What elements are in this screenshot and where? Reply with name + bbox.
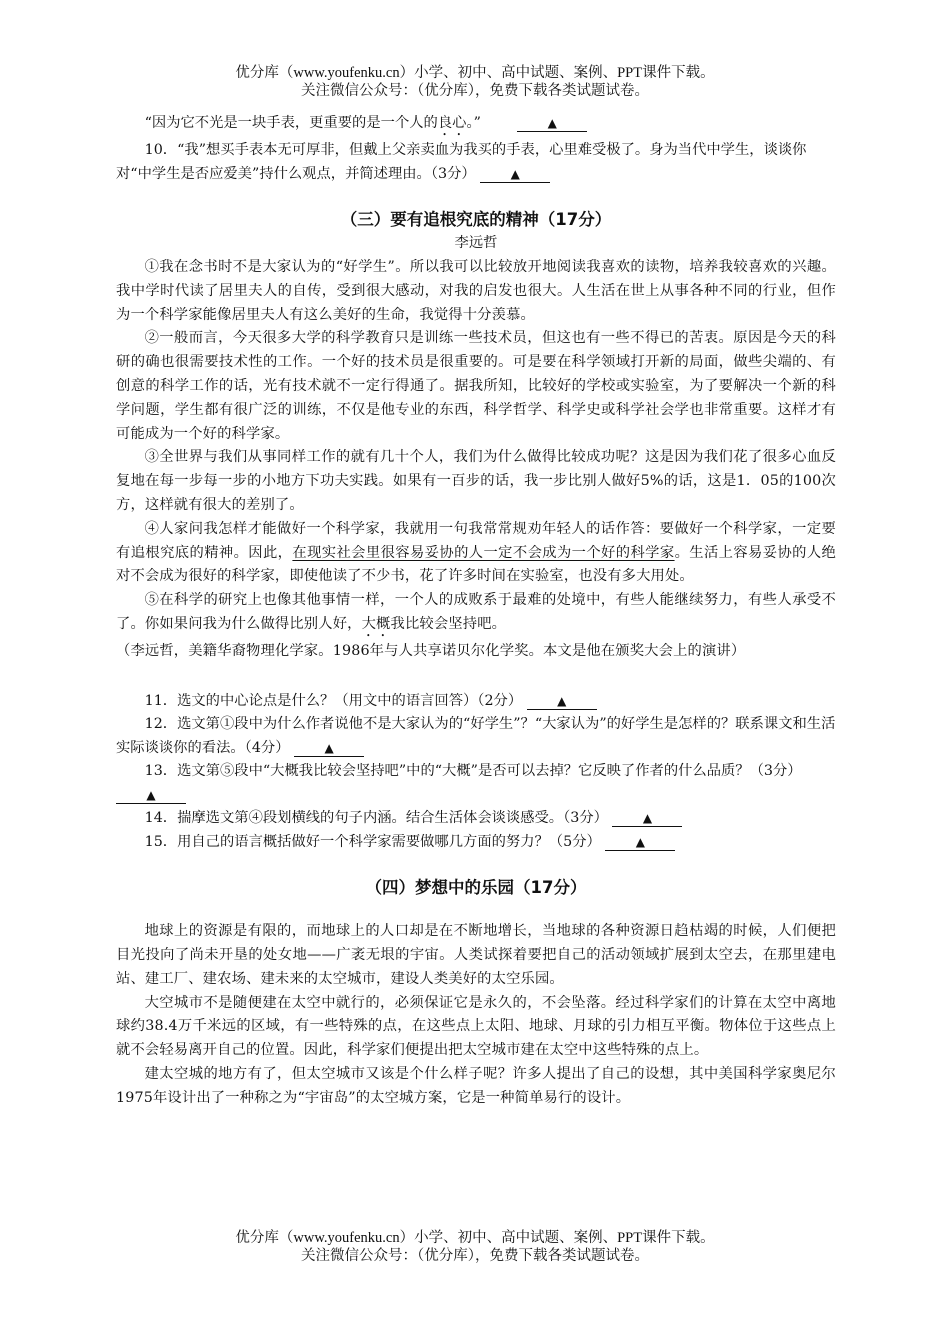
section-3-author: 李远哲 <box>454 235 498 251</box>
section-4-title: （四）梦想中的乐园（17分） <box>365 878 587 898</box>
s3-p5-text-before: ⑤在科学的研究上也像其他事情一样，一个人的成败系于最难的处境中，有些人能继续努力，有些人承受不了。你如果问我为什么做得比别人好， <box>116 592 836 632</box>
s3-p5-dotted-word: 大概 <box>361 615 391 632</box>
answer-blank[interactable]: ▲ <box>517 115 587 132</box>
s3-paragraph-4 <box>116 518 836 589</box>
s3-paragraph-1: ①我在念书时不是大家认为的“好学生”。所以我可以比较放开地阅读我喜欢的读物，培养我较喜欢的兴趣。我中学时代读了居里夫人的自传，受到很大感动，对我的启发也很大。人生活在世上从事各种不同的行业，但作为一个科学家能像居里夫人有这么美好的生命，我觉得十分羡慕。 <box>116 259 836 323</box>
s3-p4-underlined-sentence: 在现实社会里很容易妥协的人一定不会成为一个好的科学家 <box>292 544 675 561</box>
page-content <box>116 112 836 1111</box>
s3-p5-text-after: 我比较会坚持吧。 <box>390 615 507 632</box>
answer-blank[interactable]: ▲ <box>480 166 550 183</box>
question-12 <box>116 713 836 760</box>
question-15 <box>116 831 836 855</box>
question-14 <box>116 807 836 831</box>
s4-paragraph-1: 地球上的资源是有限的，而地球上的人口却是在不断地增长，当地球的各种资源日趋枯竭的时候，人们便把目光投向了尚未开垦的处女地——广袤无垠的宇宙。人类试探着要把自己的活动领域扩展到太空去，在那里建电站、建工厂、建农场、建未来的太空城市，建设人类美好的太空乐园。 <box>116 923 836 987</box>
s3-p4-text-before: ④人家问我怎样才能做好一个科学家，我就用一句我常常规劝年轻人的话作答：要做好一个科学家，一定要有追根究底的精神。因此， <box>116 520 836 561</box>
footer-line-2: 关注微信公众号：（优分库），免费下载各类试题试卷。 <box>301 1248 649 1264</box>
s3-p4-text-after: 。生活上容易妥协的人绝对不会成为很好的科学家，即使他读了不少书，花了许多时间在实验室，也没有多大用处。 <box>116 544 836 585</box>
s3-paragraph-5 <box>116 589 836 640</box>
footer-line-1: 优分库（www.youfenku.cn）小学、初中、高中试题、案例、PPT课件下载。 <box>235 1230 715 1246</box>
quote-text-before: “因为它不光是一块手表，更重要的是一个人的 <box>144 115 438 131</box>
question-13 <box>116 760 836 807</box>
quote-text-after: 。” <box>466 115 481 131</box>
section-3-title: （三）要有追根究底的精神（17分） <box>340 210 612 229</box>
question-15-text: 15．用自己的语言概括做好一个科学家需要做哪几方面的努力？（5分） <box>144 833 601 850</box>
quote-line <box>116 112 836 139</box>
s4-paragraph-2: 大空城市不是随便建在太空中就行的，必须保证它是永久的，不会坠落。经过科学家们的计算在太空中离地球约38.4万千米远的区域，有一些特殊的点，在这些点上太阳、地球、月球的引力相互平衡。物体位于这些点上就不会轻易离开自己的位置。因此，科学家们便提出把太空城市建在太空中这些特殊的点上。 <box>116 994 836 1059</box>
answer-blank[interactable]: ▲ <box>605 834 675 851</box>
answer-blank[interactable]: ▲ <box>527 693 597 710</box>
question-12-text: 12．选文第①段中为什么作者说他不是大家认为的“好学生”？“大家认为”的好学生是怎样的？联系课文和生活实际谈谈你的看法。（4分） <box>116 716 836 756</box>
answer-blank[interactable]: ▲ <box>294 740 364 757</box>
page-header <box>0 64 950 100</box>
s3-paragraph-2: ②一般而言，今天很多大学的科学教育只是训练一些技术员，但这也有一些不得已的苦衷。原因是今天的科研的确也很需要技术性的工作。一个好的技术员是很重要的。可是要在科学领域打开新的局面，做些尖端的、有创意的科学工作的话，光有技术就不一定行得通了。据我所知，比较好的学校或实验室，为了要解决一个新的科学问题，学生都有很广泛的训练，不仅是他专业的东西，科学哲学、科学史或科学社会学也非常重要。这样才有可能成为一个好的科学家。 <box>116 330 836 442</box>
answer-blank[interactable]: ▲ <box>612 810 682 827</box>
question-14-text: 14．揣摩选文第④段划横线的句子内涵。结合生活体会谈谈感受。（3分） <box>144 810 608 827</box>
question-10 <box>116 139 836 186</box>
quote-dotted-word: 良心 <box>437 115 467 131</box>
s3-paragraph-3: ③全世界与我们从事同样工作的就有几十个人，我们为什么做得比较成功呢？这是因为我们花了很多心血反复地在每一步每一步的小地方下功夫实践。如果有一百步的话，我一步比别人做好5%的话，这是1．05的100次方，这样就有很大的差别了。 <box>116 449 836 513</box>
question-13-text: 13．选文第⑤段中“大概我比较会坚持吧”中的“大概”是否可以去掉？它反映了作者的什么品质？（3分） <box>144 763 802 780</box>
question-11 <box>116 690 836 714</box>
page-footer <box>0 1229 950 1265</box>
header-line-2: 关注微信公众号：（优分库），免费下载各类试题试卷。 <box>301 83 649 99</box>
answer-blank[interactable]: ▲ <box>116 787 186 804</box>
s4-paragraph-3: 建太空城的地方有了，但太空城市又该是个什么样子呢？许多人提出了自己的设想，其中美国科学家奥尼尔1975年设计出了一种称之为“宇宙岛”的太空城方案，它是一种简单易行的设计。 <box>116 1066 836 1106</box>
header-line-1: 优分库（www.youfenku.cn）小学、初中、高中试题、案例、PPT课件下载。 <box>235 65 715 81</box>
s3-source-note: （李远哲，美籍华裔物理化学家。1986年与人共享诺贝尔化学奖。本文是他在颁奖大会上的演讲） <box>116 642 746 659</box>
question-11-text: 11．选文的中心论点是什么？（用文中的语言回答）（2分） <box>144 692 523 709</box>
question-10-text: 10．“我”想买手表本无可厚非，但戴上父亲卖血为我买的手表，心里难受极了。身为当代中学生，谈谈你对“中学生是否应爱美”持什么观点，并简述理由。（3分） <box>116 142 807 182</box>
